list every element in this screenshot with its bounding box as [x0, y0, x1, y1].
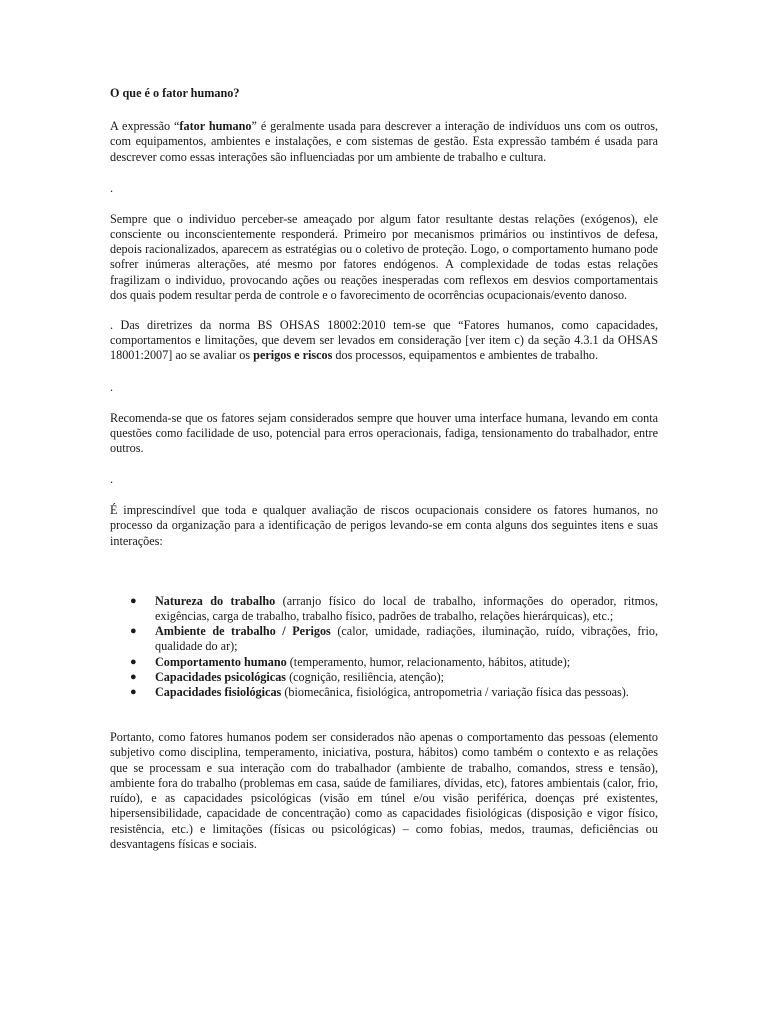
list-item	[130, 669, 658, 685]
bullet-icon: ●	[130, 625, 137, 638]
separator-dot: .	[110, 180, 114, 195]
term-perigos-riscos: perigos e riscos	[253, 348, 333, 363]
list-item-term: Ambiente de trabalho / Perigos	[155, 624, 331, 639]
list-item-text: (calor, umidade, radiações, iluminação, ruído, vibrações, frio, qualidade do ar);	[155, 624, 658, 654]
list-item	[130, 593, 658, 624]
document-page	[110, 86, 658, 852]
list-item	[130, 624, 658, 654]
bullet-icon: ●	[130, 686, 137, 699]
paragraph-ameaca: Sempre que o individuo perceber-se ameaçado por algum fator resultante destas relações (exógenos), ele consciente ou inconscientemente responderá. Primeiro por mecanismos primários ou instintivos de defesa, depois racionalizados, aparecem as estratégias ou o coletivo de proteção. Logo, o comportamento humano pode sofrer inúmeras alterações, até mesmo por fatores endógenos. A complexidade de todas estas relações fragilizam o individuo, provocando ações ou reações inesperadas com reflexos em desvios comportamentais dos quais podem resultar perda de controle e o favorecimento de ocorrências ocupacionais/evento danoso.	[110, 211, 658, 302]
list-item-term: Comportamento humano	[155, 654, 287, 669]
paragraph-recomenda: Recomenda-se que os fatores sejam considerados sempre que houver uma interface humana, levando em conta questões como facilidade de uso, potencial para erros operacionais, fadiga, tensionamento do trabalhador, entre outros.	[110, 410, 658, 456]
list-item-text: (temperamento, humor, relacionamento, hábitos, atitude);	[286, 654, 571, 669]
factors-list	[110, 594, 658, 700]
paragraph-ohsas-rest: dos processos, equipamentos e ambientes de trabalho.	[332, 348, 599, 363]
separator-dot: .	[110, 379, 114, 394]
list-item-text: (biomecânica, fisiológica, antropometria / variação física das pessoas).	[281, 685, 629, 700]
paragraph-ohsas-start: . Das diretrizes da norma BS OHSAS 18002:2010 tem-se que “Fatores humanos, como capacidades, comportamentos e limitações, que devem ser levados em consideração [ver item c) da seção 4.3.1 da OHSAS 18001:2007] ao se avaliar os	[110, 318, 658, 363]
list-item-term: Capacidades psicológicas	[155, 669, 287, 684]
list-item-text: (arranjo físico do local de trabalho, informações do operador, ritmos, exigências, carga de trabalho, trabalho físico, padrões de trabalho, relações hierárquicas), etc.;	[155, 593, 658, 624]
paragraph-ohsas	[110, 318, 658, 364]
term-fator-humano: fator humano	[179, 119, 252, 134]
list-item-term: Natureza do trabalho	[155, 593, 276, 608]
bullet-icon: ●	[130, 655, 137, 668]
list-item	[130, 685, 658, 700]
bullet-icon: ●	[130, 594, 137, 607]
paragraph-imprescindivel: É imprescindível que toda e qualquer avaliação de riscos ocupacionais considere os fatores humanos, no processo da organização para a identificação de perigos levando-se em conta alguns dos seguintes itens e suas interações:	[110, 503, 658, 548]
list-item	[130, 654, 658, 670]
list-item-text: (cognição, resiliência, atenção);	[286, 669, 445, 684]
paragraph-intro-rest: ” é geralmente usada para descrever a interação de indivíduos uns com os outros, com equipamentos, ambientes e instalações, e com sistemas de gestão. Esta expressão também é usada para descrever como essas interações são influenciadas por um ambiente de trabalho e cultura.	[110, 119, 658, 164]
paragraph-intro-start: A expressão “	[110, 119, 180, 134]
paragraph-intro	[110, 119, 658, 165]
bullet-icon: ●	[130, 670, 137, 683]
document-title: O que é o fator humano?	[110, 86, 240, 100]
separator-dot: .	[110, 472, 114, 487]
paragraph-portanto: Portanto, como fatores humanos podem ser considerados não apenas o comportamento das pessoas (elemento subjetivo como disciplina, temperamento, iniciativa, postura, hábitos) como também o contexto e as relações que se processam e sua interação com do trabalhador (ambiente de trabalho, comandos, stress e tensão), ambiente fora do trabalho (problemas em casa, saúde de familiares, dívidas, etc), fatores ambientais (calor, frio, ruído), e as capacidades psicológicas (visão em túnel e/ou visão periférica, doenças pré existentes, hipersensibilidade, capacidade de concentração) como as capacidades fisiológicas (disposição e vigor físico, resistência, etc.) e limitações (físicas ou psicológicas) – como fobias, medos, traumas, deficiências ou desvantagens físicas e sociais.	[110, 730, 658, 851]
list-item-term: Capacidades fisiológicas	[155, 685, 282, 700]
